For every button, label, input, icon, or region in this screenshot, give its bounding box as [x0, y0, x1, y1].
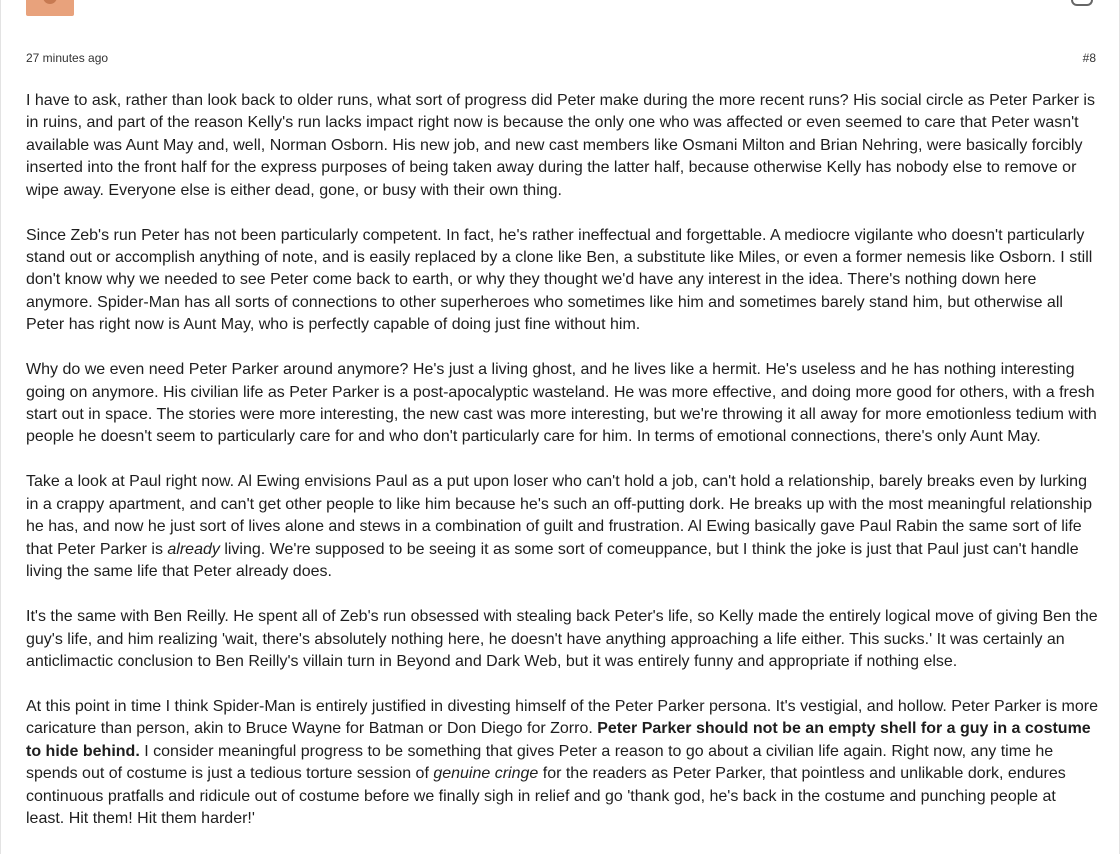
- paragraph-text: I have to ask, rather than look back to older runs, what sort of progress did Peter make during the more recent runs? His social circle as Peter Parker is in ruins, and part of the reason Kelly's run lacks impact right now is because the only one who was affected or even seemed to care that Peter wasn't available was Aunt May and, well, Norman Osborn. His new job, and new cast members like Osmani Milton and Brian Nehring, were basically forcibly inserted into the front half for the express purposes of being taken away during the latter half, because otherwise Kelly has nobody else to remove or wipe away. Everyone else is either dead, gone, or busy with their own thing.: [26, 92, 1095, 199]
- menu-icon[interactable]: [1071, 0, 1093, 6]
- post-paragraph: [26, 471, 1098, 583]
- paragraph-text: Take a look at Paul right now. Al Ewing envisions Paul as a put upon loser who can't hold a job, can't hold a relationship, barely breaks even by lurking in a crappy apartment, and can't get other people to like him because he's such an off-putting dork. He breaks up with the most meaningful relationship he has, and now he just sort of lives alone and stews in a combination of guilt and frustration. Al Ewing basically gave Paul Rabin the same sort of life that Peter Parker is: [26, 473, 1092, 558]
- paragraph-text: living. We're supposed to be seeing it as some sort of comeuppance, but I think the joke is just that Paul just can't handle living the same life that Peter already does.: [26, 540, 1079, 581]
- post-body: [26, 90, 1098, 853]
- paragraph-text: Why do we even need Peter Parker around anymore? He's just a living ghost, and he lives like a hermit. He's useless and he has nothing interesting going on anymore. His civilian life as Peter Parker is a post-apocalyptic wasteland. He was more effective, and doing more good for others, with a fresh start out in space. The stories were more interesting, the new cast was more interesting, but we're throwing it all away for more emotionless tedium with people he doesn't seem to particularly care for and who don't particularly care for him. In terms of emotional connections, there's only Aunt May.: [26, 361, 1097, 446]
- post-paragraph: [26, 606, 1098, 673]
- paragraph-text: I consider meaningful progress to be something that gives Peter a reason to go about a civilian life again. Right now, any time he spends out of costume is just a tedious torture session of: [26, 742, 1054, 783]
- bold-text: Peter Parker should not be an empty shell for a guy in a costume to hide behind.: [26, 720, 1091, 760]
- paragraph-text: Since Zeb's run Peter has not been particularly competent. In fact, he's rather ineffectual and forgettable. A mediocre vigilante who doesn't particularly stand out or accomplish anything of note, and is easily replaced by a clone like Ben, a substitute like Miles, or even a former nemesis like Osborn. I still don't know why we needed to see Peter come back to earth, or why they thought we'd have any interest in the idea. There's nothing down here anymore. Spider-Man has all sorts of connections to other superheroes who sometimes like him and sometimes barely stand him, but otherwise all Peter has right now is Aunt May, who is perfectly capable of doing just fine without him.: [26, 226, 1093, 334]
- post-timestamp[interactable]: 27 minutes ago: [26, 51, 109, 65]
- paragraph-text: It's the same with Ben Reilly. He spent all of Zeb's run obsessed with stealing back Peter's life, so Kelly made the entirely logical move of giving Ben the guy's life, and him realizing 'wait, there's absolutely nothing here, he doesn't have anything approaching a life either. This sucks.' It was certainly an anticlimactic conclusion to Ben Reilly's villain turn in Beyond and Dark Web, but it was entirely funny and appropriate if nothing else.: [26, 608, 1098, 670]
- post-paragraph: [26, 696, 1098, 830]
- post-paragraph: [26, 225, 1098, 337]
- italic-text: already: [167, 540, 220, 558]
- paragraph-text: for the readers as Peter Parker, that pointless and unlikable dork, endures continuous pratfalls and ridicule out of costume before we finally sigh in relief and go 'thank god, he's back in the costume and punching people at least. Hit them! Hit them harder!': [26, 765, 1066, 827]
- italic-text: genuine cringe: [433, 765, 539, 783]
- post-number-link[interactable]: #8: [1082, 51, 1096, 65]
- post-paragraph: [26, 359, 1098, 449]
- post-paragraph: [26, 90, 1098, 202]
- avatar[interactable]: [26, 0, 74, 16]
- paragraph-text: At this point in time I think Spider-Man is entirely justified in divesting himself of the Peter Parker persona. It's vestigial, and hollow. Peter Parker is more caricature than person, akin to Bruce Wayne for Batman or Don Diego for Zorro.: [26, 697, 1098, 738]
